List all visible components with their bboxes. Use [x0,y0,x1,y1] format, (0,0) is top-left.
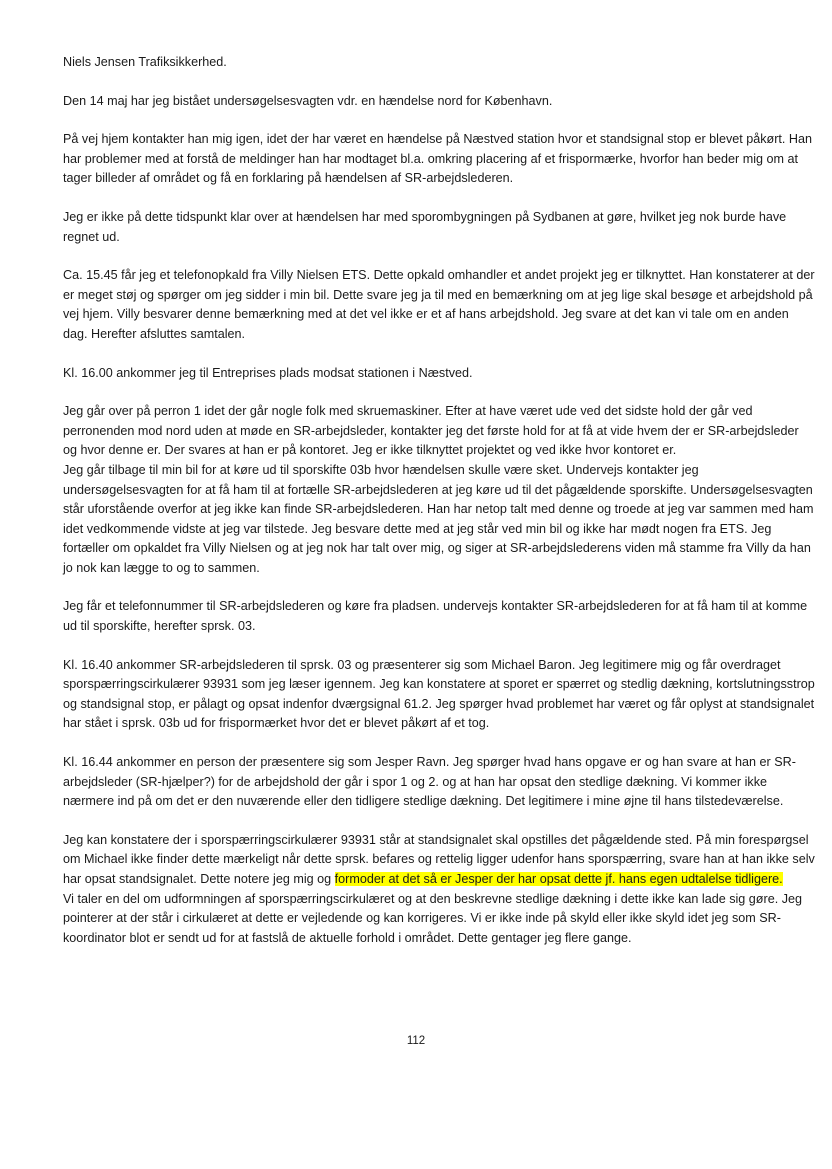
paragraph: Kl. 16.44 ankommer en person der præsentere sig som Jesper Ravn. Jeg spørger hvad hans opgave er og han svare at han er SR-arbejdsleder (SR-hjælper?) for de arbejdshold der går i spor 1 og 2. og at han har opsat den stedlige dækning. Vi kommer ikke nærmere ind på om det er den nuværende eller den tidligere stedlige dækning. Det legitimere i mine øjne til hans tilstedeværelse. [63,755,796,809]
paragraph: Jeg går tilbage til min bil for at køre ud til sporskifte 03b hvor hændelsen skulle være sket. Undervejs kontakter jeg undersøgelsesvagten for at få ham til at fortælle SR-arbejdslederen at jeg køre ud til det pågældende sporskifte. Undersøgelsesvagten står uforstående overfor at jeg ikke kan finde SR-arbejdslederen. Han har netop talt med denne og troede at jeg var sammen med ham idet vedkommende vidste at jeg var tilstede. Jeg besvare dette med at jeg står ved min bil og ikke har mødt nogen fra ETS. Jeg fortæller om opkaldet fra Villy Nielsen og at jeg nok har talt over mig, og siger at SR-arbejdslederens viden må stamme fra Villy da han jo nok kan lægge to og to sammen. [63,462,814,575]
highlighted-text: formoder at det så er Jesper der har opsat dette jf. hans egen udtalelse tidligere. [334,872,783,886]
paragraph: Jeg får et telefonnummer til SR-arbejdslederen og køre fra pladsen. undervejs kontakter SR-arbejdslederen for at få ham til at komme ud til sporskifte, herefter sprsk. 03. [63,599,808,634]
paragraph-intro: Den 14 maj har jeg bistået undersøgelsesvagten vdr. en hændelse nord for København. [63,93,553,108]
paragraph: På vej hjem kontakter han mig igen, idet der har været en hændelse på Næstved station hvor et standsignal stop er blevet påkørt. Han har problemer med at forstå de meldinger han har modtaget bl.a. omkring placering af et frispormærke, hvorfor han beder mig om at tager billeder af området og få en forklaring på hændelsen af SR-arbejdslederen. [63,132,813,186]
paragraph: Jeg er ikke på dette tidspunkt klar over at hændelsen har med sporombygningen på Sydbanen at gøre, hvilket jeg nok burde have regnet ud. [63,209,787,244]
page-number: 112 [406,1035,426,1047]
paragraph: Jeg går over på perron 1 idet der går nogle folk med skruemaskiner. Efter at have været ude ved det sidste hold der går ved perronenden mod nord uden at møde en SR-arbejdsleder, kontakter jeg det første hold for at få at vide hvem der er SR-arbejdsleder og hvor denne er. Der svares at han er på kontoret. Jeg er ikke tilknyttet projektet og ved ikke hvor kontoret er. [63,404,799,458]
paragraph: Vi taler en del om udformningen af sporspærringscirkulæret og at den beskrevne stedlige dækning i dette ikke kan lade sig gøre. Jeg pointerer at der står i cirkulæret at dette er vejledende og kan korrigeres. Vi er ikke inde på skyld eller ikke skyld idet jeg som SR-koordinator blot er sendt ud for at fastslå de aktuelle forhold i området. Dette gentager jeg flere gange. [63,891,803,945]
paragraph: Kl. 16.00 ankommer jeg til Entreprises plads modsat stationen i Næstved. [63,365,473,380]
document-body [63,53,815,967]
paragraph-heading: Niels Jensen Trafiksikkerhed. [63,55,227,69]
paragraph-with-highlight [63,831,815,890]
paragraph: Kl. 16.40 ankommer SR-arbejdslederen til sprsk. 03 og præsenterer sig som Michael Baron. Jeg legitimere mig og får overdraget sporspærringscirkulærer 93931 som jeg læser igennem. Jeg kan konstatere at sporet er spærret og stedlig dækning, kortslutningsstrop og standsignal stop, er pålagt og opsat indenfor dværgsignal 61.2. Jeg spørger hvad problemet har været og får oplyst at standsignalet har stået i sprsk. 03b ud for frispormærket hvor det er blevet påkørt af et tog. [63,657,815,731]
paragraph-text: Jeg kan konstatere der i sporspærringscirkulærer 93931 står at standsignalet skal opstilles det pågældende sted. På min forespørgsel om Michael ikke finder dette mærkeligt når dette sprsk. befares og rettelig ligger udenfor hans sporspærring, svare han at han ikke selv har opsat standsignalet. Dette notere jeg mig og [63,832,815,886]
paragraph: Ca. 15.45 får jeg et telefonopkald fra Villy Nielsen ETS. Dette opkald omhandler et andet projekt jeg er tilknyttet. Han konstaterer at der er meget støj og spørger om jeg sidder i min bil. Dette svare jeg ja til med en bemærkning om at jeg lige skal besøge et arbejdshold på vej hjem. Villy besvarer denne bemærkning med at det vel ikke er et af hans arbejdshold. Jeg svare at det kan vi tale om en anden dag. Herefter afsluttes samtalen. [63,268,815,341]
